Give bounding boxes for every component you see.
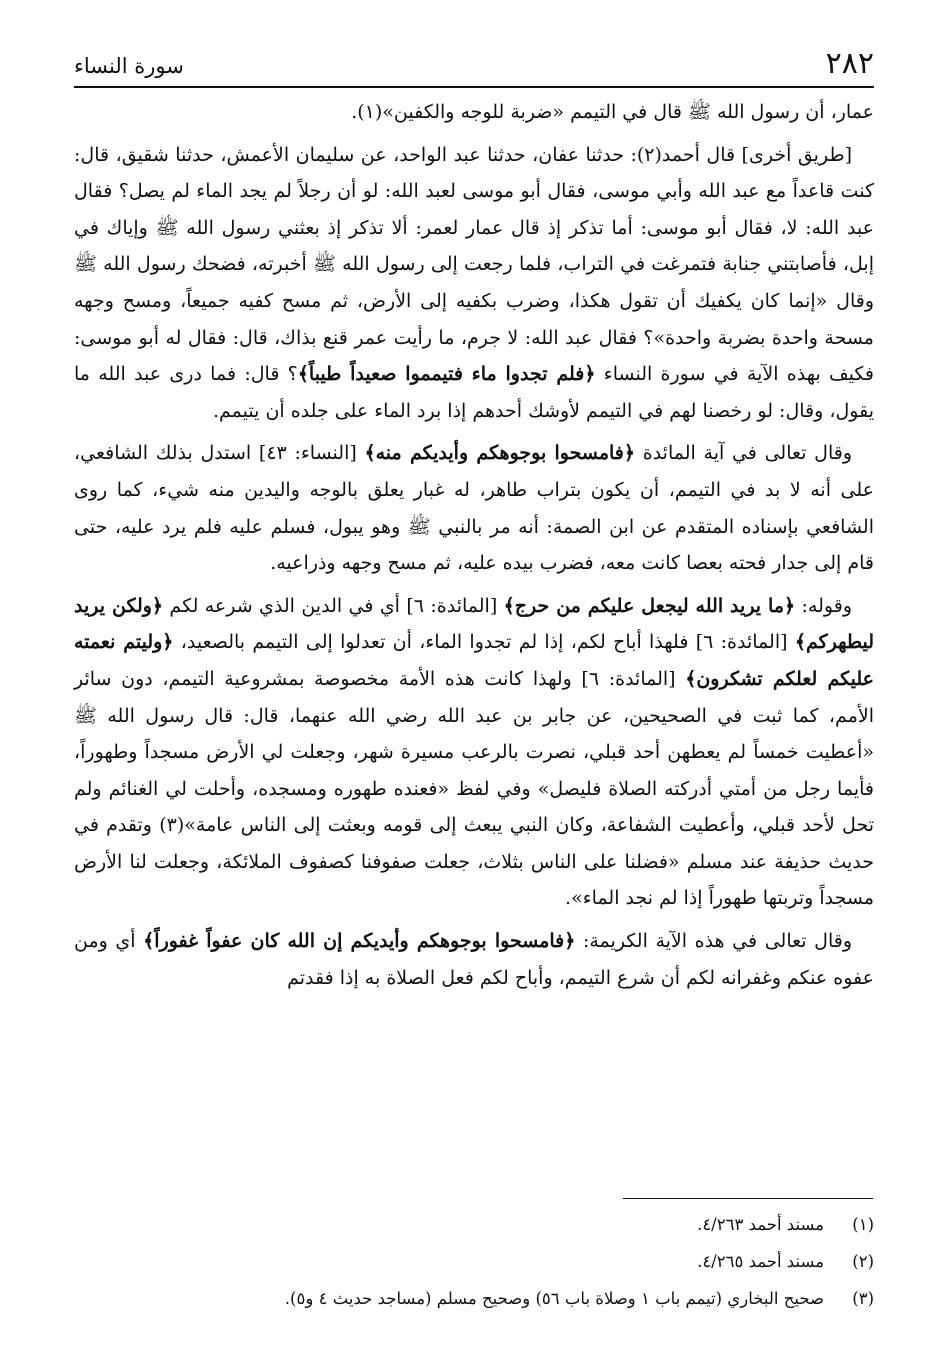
text-run: [المائدة: ٦] فلهذا أباح لكم، إذا لم تجدوا الماء، أن تعدلوا إلى التيمم بالصعيد، [173,631,795,654]
paragraph [74,435,874,581]
footnote-divider [623,1198,873,1199]
text-run: [المائدة: ٦] ولهذا كانت هذه الأمة مخصوصة بمشروعية التيمم، دون سائر الأمم، كما ثبت في الصحيحين، عن جابر بن عبد الله رضي الله عنهما، قال: قال رسول الله ﷺ «أعطيت خمساً لم يعطهن أحد قبلي، نصرت بالرعب مسيرة شهر، وجعلت لي الأرض مسجداً وطهوراً، فأيما رجل من أمتي أدركته الصلاة فليصل» وفي لفظ «فعنده طهوره ومسجده، وأحلت لي الغنائم ولم تحل لأحد قبلي، وأعطيت الشفاعة، وكان النبي يبعث إلى قومه وبعثت إلى الناس عامة»(٣) وتقدم في حديث حذيفة عند مسلم «فضلنا على الناس بثلاث، جعلت صفوفنا كصفوف الملائكة، وجعلت لنا الأرض مسجداً وتربتها طهوراً إذا لم نجد الماء». [74,667,874,910]
paragraph [74,923,874,996]
footnote-number: (٢) [852,1252,874,1271]
page-header [74,42,874,88]
paragraph [74,137,874,430]
footnote-text: مسند أحمد ٤/٢٦٣. [697,1215,824,1234]
text-run: وقال تعالى في هذه الآية الكريمة: [575,930,853,953]
text-run: وقوله: [795,594,852,617]
quran-verse: ﴿فامسحوا بوجوهكم وأيديكم إن الله كان عفواً غفوراً﴾ [143,930,576,953]
text-run: وقال تعالى في آية المائدة [635,442,853,465]
footnote-number: (١) [852,1215,874,1234]
footnote [74,1243,874,1280]
text-run: عمار، أن رسول الله ﷺ قال في التيمم «ضربة للوجه والكفين»(١). [351,101,874,123]
paragraph [74,588,874,917]
footnote-text: صحيح البخاري (تيمم باب ١ وصلاة باب ٥٦) وصحيح مسلم (مساجد حديث ٤ و٥). [284,1289,824,1308]
footnotes [74,1206,874,1317]
text-run: أي ومن عفوه عنكم وغفرانه لكم أن شرع التيمم، وأباح لكم فعل الصلاة به إذا فقدتم [74,930,874,989]
quran-verse: ﴿وليتم نعمته عليكم لعلكم تشكرون﴾ [74,631,874,690]
quran-verse: ﴿فامسحوا بوجوهكم وأيديكم منه﴾ [364,442,636,465]
footnote [74,1280,874,1317]
text-run: [النساء: ٤٣] استدل بذلك الشافعي، على أنه لا بد في التيمم، أن يكون بتراب طاهر، له غبار يعلق بالوجه واليدين منه شيء، كما روى الشافعي بإسناده المتقدم عن ابن الصمة: أنه مر بالنبي ﷺ وهو يبول، فسلم عليه فلم يرد عليه، حتى قام إلى جدار فحته بعصا كانت معه، فضرب بيده عليه، ثم مسح وجهه وذراعيه. [74,442,874,575]
text-run: ؟ قال: فما درى عبد الله ما يقول، وقال: لو رخصنا لهم في التيمم لأوشك أحدهم إذا برد الماء على جلده أن يتيمم. [74,363,874,422]
quran-verse: ﴿فلم تجدوا ماء فتيمموا صعيداً طيباً﴾ [297,363,596,386]
page-number: ٢٨٢ [825,46,874,81]
quran-verse: ﴿ما يريد الله ليجعل عليكم من حرج﴾ [503,594,796,617]
footnote [74,1206,874,1243]
paragraph [74,94,874,131]
text-run: [طريق أخرى] قال أحمد(٢): حدثنا عفان، حدثنا عبد الواحد، عن سليمان الأعمش، حدثنا شقيق، قال: كنت قاعداً مع عبد الله وأبي موسى، فقال أبو موسى لعبد الله: لو أن رجلاً لم يجد الماء لم يصل؟ فقال عبد الله: لا، فقال أبو موسى: أما تذكر إذ قال عمار لعمر: ألا تذكر إذ بعثني رسول الله ﷺ وإياك في إبل، فأصابتني جنابة فتمرغت في التراب، فلما رجعت إلى رسول الله ﷺ أخبرته، فضحك رسول الله ﷺ وقال «إنما كان يكفيك أن تقول هكذا، وضرب بكفيه إلى الأرض، ثم مسح كفيه جميعاً، ومسح وجهه مسحة واحدة بضربة واحدة»؟ فقال عبد الله: لا جرم، ما رأيت عمر قنع بذاك، قال: فقال له أبو موسى: فكيف بهذه الآية في سورة النساء [74,143,875,386]
body-text [74,94,874,1002]
quran-verse: ﴿ولكن يريد ليطهركم﴾ [74,594,875,654]
footnote-text: مسند أحمد ٤/٢٦٥. [697,1252,824,1271]
text-run: [المائدة: ٦] أي في الدين الذي شرعه لكم [163,594,504,617]
footnote-number: (٣) [852,1289,874,1308]
surah-title: سورة النساء [74,54,184,78]
